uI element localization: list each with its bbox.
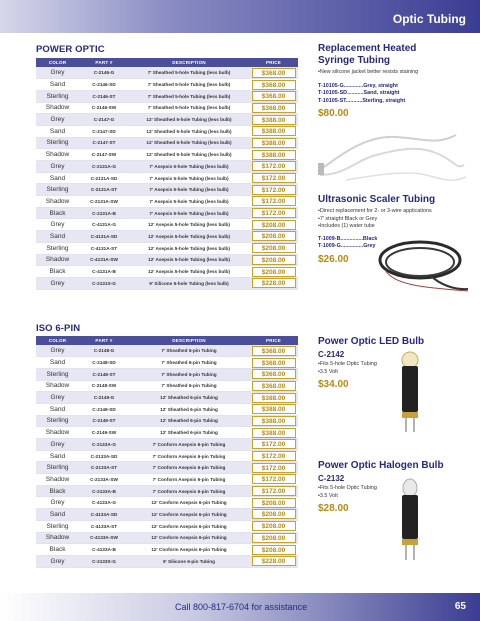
part-number-cell: C-2131A-B xyxy=(79,207,129,219)
table-row xyxy=(36,439,298,451)
part-code: T-1009-G...............Grey xyxy=(318,243,376,250)
scaler-tubing-price: $26.00 xyxy=(318,253,349,265)
part-code: T-1009-B...............Black xyxy=(318,235,378,242)
description-cell: 7' Conform Asepsis 6-pin Tubing xyxy=(129,485,249,497)
table-row xyxy=(36,497,298,509)
part-number-cell: C-4131A-ST xyxy=(79,242,129,254)
description-cell: 12' Sheathed 6-pin Tubing xyxy=(129,427,249,439)
description-cell: 7' Asepsis 5-hole Tubing (less bulb) xyxy=(129,161,249,173)
iso-6-pin-table xyxy=(36,336,298,568)
table-row xyxy=(36,427,298,439)
price-cell xyxy=(249,219,298,231)
description-cell: 12' Conform Asepsis 6-pin Tubing xyxy=(129,532,249,544)
color-cell: Grey xyxy=(36,277,79,289)
table-row xyxy=(36,415,298,427)
part-number-cell: C-2131A-SD xyxy=(79,172,129,184)
description-cell: 12' Conform Asepsis 6-pin Tubing xyxy=(129,497,249,509)
price-value: $172.00 xyxy=(252,208,296,218)
table-row xyxy=(36,345,298,357)
part-number-cell: C-2149-SD xyxy=(79,403,129,415)
description-cell: 7' Sheathed 6-pin Tubing xyxy=(129,345,249,357)
price-value: $172.00 xyxy=(252,474,296,484)
description-cell: 7' Sheathed 5-hole Tubing (less bulb) xyxy=(129,90,249,102)
footer-bar xyxy=(0,593,480,621)
table-row xyxy=(36,380,298,392)
part-number-cell: C-2148-G xyxy=(79,345,129,357)
price-cell xyxy=(249,79,298,91)
description-cell: 7' Sheathed 5-hole Tubing (less bulb) xyxy=(129,67,249,79)
price-value: $172.00 xyxy=(252,463,296,473)
color-cell: Black xyxy=(36,544,79,556)
iso-6-pin-title: ISO 6-PIN xyxy=(36,323,81,334)
table-row xyxy=(36,196,298,208)
color-cell: Shadow xyxy=(36,380,79,392)
price-value: $172.00 xyxy=(252,196,296,206)
table-row xyxy=(36,403,298,415)
price-value: $208.00 xyxy=(252,231,296,241)
part-code: T-10105-ST...........Sterling, straight xyxy=(318,97,406,104)
price-value: $208.00 xyxy=(252,545,296,555)
feature-item: • 7' straight Black or Grey xyxy=(318,216,468,224)
color-cell: Grey xyxy=(36,67,79,79)
description-cell: 12' Sheathed 6-pin Tubing xyxy=(129,403,249,415)
heated-syringe-section xyxy=(318,43,468,119)
description-cell: 7' Sheathed 5-hole Tubing (less bulb) xyxy=(129,102,249,114)
price-cell xyxy=(249,277,298,289)
feature-item: • Direct replacement for 2- or 3-wire applications xyxy=(318,208,468,216)
color-cell: Grey xyxy=(36,392,79,404)
heated-syringe-title: Replacement Heated Syringe Tubing xyxy=(318,43,417,66)
description-cell: 7' Asepsis 5-hole Tubing (less bulb) xyxy=(129,207,249,219)
description-cell: 12' Sheathed 5-hole Tubing (less bulb) xyxy=(129,137,249,149)
price-cell xyxy=(249,149,298,161)
description-cell: 12' Asepsis 5-hole Tubing (less bulb) xyxy=(129,231,249,243)
iso-6-pin-rows xyxy=(36,345,298,567)
price-cell xyxy=(249,254,298,266)
table-row xyxy=(36,242,298,254)
price-value: $388.00 xyxy=(252,393,296,403)
price-cell xyxy=(249,474,298,486)
price-cell xyxy=(249,345,298,357)
table-row xyxy=(36,520,298,532)
feature-item: • Fits 5-hole Optic Tubing xyxy=(318,485,468,493)
part-number-cell: C-2133A-SW xyxy=(79,474,129,486)
color-cell: Grey xyxy=(36,497,79,509)
price-cell xyxy=(249,357,298,369)
heated-syringe-price: $80.00 xyxy=(318,108,349,120)
table-row xyxy=(36,102,298,114)
part-number-cell: C-2147-SW xyxy=(79,149,129,161)
description-cell: 7' Conform Asepsis 6-pin Tubing xyxy=(129,450,249,462)
part-number-cell: C-4131A-G xyxy=(79,219,129,231)
table-row xyxy=(36,474,298,486)
price-value: $172.00 xyxy=(252,486,296,496)
price-value: $208.00 xyxy=(252,220,296,230)
description-cell: 7' Conform Asepsis 6-pin Tubing xyxy=(129,462,249,474)
price-value: $388.00 xyxy=(252,115,296,125)
part-number-cell: C-4133A-ST xyxy=(79,520,129,532)
price-cell xyxy=(249,450,298,462)
price-value: $228.00 xyxy=(252,556,296,566)
part-number-cell: C-2133A-ST xyxy=(79,462,129,474)
part-number-cell: C-2146-SD xyxy=(79,79,129,91)
table-row xyxy=(36,532,298,544)
price-value: $388.00 xyxy=(252,404,296,414)
part-number-cell: C-4131A-B xyxy=(79,266,129,278)
price-cell xyxy=(249,368,298,380)
price-value: $368.00 xyxy=(252,68,296,78)
price-cell xyxy=(249,485,298,497)
price-value: $208.00 xyxy=(252,533,296,543)
description-cell: 7' Sheathed 5-hole Tubing (less bulb) xyxy=(129,79,249,91)
table-row xyxy=(36,125,298,137)
led-bulb-price: $34.00 xyxy=(318,379,349,390)
table-row xyxy=(36,207,298,219)
price-value: $368.00 xyxy=(252,369,296,379)
color-cell: Shadow xyxy=(36,532,79,544)
heated-syringe-features xyxy=(318,69,468,77)
price-cell xyxy=(249,520,298,532)
led-bulb-features xyxy=(318,361,468,376)
price-value: $172.00 xyxy=(252,161,296,171)
part-number-cell: C-4133A-SW xyxy=(79,532,129,544)
heated-syringe-codes xyxy=(318,83,468,106)
col-description-header: DESCRIPTION xyxy=(129,336,249,345)
description-cell: 12' Sheathed 5-hole Tubing (less bulb) xyxy=(129,114,249,126)
color-cell: Sand xyxy=(36,231,79,243)
price-cell xyxy=(249,439,298,451)
page-number: 65 xyxy=(454,601,466,612)
description-cell: 12' Sheathed 5-hole Tubing (less bulb) xyxy=(129,149,249,161)
price-cell xyxy=(249,196,298,208)
table-header-row xyxy=(36,58,298,67)
description-cell: 7' Sheathed 6-pin Tubing xyxy=(129,368,249,380)
table-row xyxy=(36,79,298,91)
price-cell xyxy=(249,532,298,544)
color-cell: Sterling xyxy=(36,242,79,254)
price-value: $208.00 xyxy=(252,521,296,531)
description-cell: 9' Silicone 6-pin Tubing xyxy=(129,555,249,567)
part-number-cell: C-4133A-SD xyxy=(79,509,129,521)
color-cell: Sterling xyxy=(36,520,79,532)
col-part-header: PART # xyxy=(79,58,129,67)
description-cell: 7' Asepsis 5-hole Tubing (less bulb) xyxy=(129,184,249,196)
table-row xyxy=(36,555,298,567)
halogen-bulb-section xyxy=(318,460,468,514)
description-cell: 12' Asepsis 5-hole Tubing (less bulb) xyxy=(129,219,249,231)
color-cell: Sterling xyxy=(36,368,79,380)
price-value: $208.00 xyxy=(252,498,296,508)
price-cell xyxy=(249,231,298,243)
color-cell: Shadow xyxy=(36,427,79,439)
table-row xyxy=(36,485,298,497)
part-code: T-10105-G.............Grey, straight xyxy=(318,82,398,89)
feature-item: • Includes (1) water tube xyxy=(318,223,468,231)
color-cell: Grey xyxy=(36,161,79,173)
color-cell: Black xyxy=(36,485,79,497)
price-value: $172.00 xyxy=(252,439,296,449)
table-row xyxy=(36,509,298,521)
color-cell: Sterling xyxy=(36,462,79,474)
part-number-cell: C-2146-SW xyxy=(79,102,129,114)
description-cell: 7' Conform Asepsis 6-pin Tubing xyxy=(129,439,249,451)
heated-syringe-tubing-image xyxy=(316,125,468,185)
halogen-bulb-part: C-2132 xyxy=(318,474,345,483)
price-cell xyxy=(249,509,298,521)
power-optic-table xyxy=(36,58,298,290)
description-cell: 12' Sheathed 5-hole Tubing (less bulb) xyxy=(129,125,249,137)
price-cell xyxy=(249,415,298,427)
price-cell xyxy=(249,125,298,137)
description-cell: 12' Conform Asepsis 6-pin Tubing xyxy=(129,509,249,521)
led-bulb-section xyxy=(318,336,468,390)
price-value: $208.00 xyxy=(252,255,296,265)
feature-item: • Fits 5-hole Optic Tubing xyxy=(318,361,468,369)
table-row xyxy=(36,231,298,243)
part-number-cell: C-2133A-B xyxy=(79,485,129,497)
color-cell: Shadow xyxy=(36,474,79,486)
price-cell xyxy=(249,67,298,79)
price-value: $172.00 xyxy=(252,173,296,183)
scaler-tubing-features xyxy=(318,208,468,231)
price-cell xyxy=(249,380,298,392)
price-cell xyxy=(249,403,298,415)
price-value: $388.00 xyxy=(252,416,296,426)
assistance-phone: Call 800-817-6704 for assistance xyxy=(175,602,308,612)
price-value: $368.00 xyxy=(252,80,296,90)
part-number-cell: C-2131A-SW xyxy=(79,196,129,208)
price-value: $172.00 xyxy=(252,185,296,195)
color-cell: Black xyxy=(36,266,79,278)
table-row xyxy=(36,161,298,173)
color-cell: Sterling xyxy=(36,90,79,102)
color-cell: Sterling xyxy=(36,137,79,149)
color-cell: Shadow xyxy=(36,196,79,208)
table-row xyxy=(36,357,298,369)
col-color-header: COLOR xyxy=(36,58,79,67)
description-cell: 7' Asepsis 5-hole Tubing (less bulb) xyxy=(129,172,249,184)
description-cell: 12' Conform Asepsis 6-pin Tubing xyxy=(129,544,249,556)
price-value: $368.00 xyxy=(252,91,296,101)
part-number-cell: C-2147-G xyxy=(79,114,129,126)
part-number-cell: C-4133A-G xyxy=(79,497,129,509)
part-number-cell: C-2148-ST xyxy=(79,368,129,380)
price-value: $228.00 xyxy=(252,278,296,288)
price-value: $208.00 xyxy=(252,243,296,253)
description-cell: 9' Silicone 5-hole Tubing (less bulb) xyxy=(129,277,249,289)
price-cell xyxy=(249,266,298,278)
price-value: $368.00 xyxy=(252,346,296,356)
part-number-cell: C-2149-ST xyxy=(79,415,129,427)
description-cell: 12' Conform Asepsis 6-pin Tubing xyxy=(129,520,249,532)
part-number-cell: C-2149-G xyxy=(79,392,129,404)
price-cell xyxy=(249,102,298,114)
price-value: $388.00 xyxy=(252,138,296,148)
table-header-row xyxy=(36,336,298,345)
color-cell: Sterling xyxy=(36,415,79,427)
page-section-title: Optic Tubing xyxy=(392,12,466,26)
description-cell: 12' Sheathed 6-pin Tubing xyxy=(129,415,249,427)
table-row xyxy=(36,67,298,79)
table-row xyxy=(36,114,298,126)
power-optic-title: POWER OPTIC xyxy=(36,44,105,55)
feature-item: • 3.5 Volt xyxy=(318,493,468,501)
header-bar xyxy=(0,0,480,33)
color-cell: Shadow xyxy=(36,254,79,266)
price-cell xyxy=(249,207,298,219)
part-number-cell: C-2146-ST xyxy=(79,90,129,102)
color-cell: Black xyxy=(36,207,79,219)
color-cell: Grey xyxy=(36,439,79,451)
col-description-header: DESCRIPTION xyxy=(129,58,249,67)
table-row xyxy=(36,90,298,102)
description-cell: 12' Sheathed 6-pin Tubing xyxy=(129,392,249,404)
color-cell: Sand xyxy=(36,509,79,521)
halogen-bulb-title: Power Optic Halogen Bulb xyxy=(318,460,444,471)
halogen-bulb-image xyxy=(395,478,425,563)
part-number-cell: C-4131A-SW xyxy=(79,254,129,266)
table-row xyxy=(36,137,298,149)
description-cell: 7' Conform Asepsis 6-pin Tubing xyxy=(129,474,249,486)
price-cell xyxy=(249,242,298,254)
led-bulb-title: Power Optic LED Bulb xyxy=(318,336,425,347)
color-cell: Sand xyxy=(36,450,79,462)
description-cell: 7' Sheathed 6-pin Tubing xyxy=(129,380,249,392)
color-cell: Sand xyxy=(36,403,79,415)
color-cell: Shadow xyxy=(36,149,79,161)
color-cell: Sand xyxy=(36,125,79,137)
price-value: $172.00 xyxy=(252,451,296,461)
table-row xyxy=(36,184,298,196)
price-cell xyxy=(249,137,298,149)
col-part-header: PART # xyxy=(79,336,129,345)
part-number-cell: C-2147-ST xyxy=(79,137,129,149)
part-number-cell: C-2133S-G xyxy=(79,555,129,567)
scaler-tubing-image xyxy=(370,235,470,295)
price-value: $368.00 xyxy=(252,358,296,368)
table-row xyxy=(36,219,298,231)
price-cell xyxy=(249,184,298,196)
part-number-cell: C-2133A-SD xyxy=(79,450,129,462)
feature-item: • New silicone jacket better resists staining xyxy=(318,69,468,77)
price-cell xyxy=(249,114,298,126)
part-number-cell: C-2148-SD xyxy=(79,357,129,369)
price-cell xyxy=(249,555,298,567)
feature-item: • 3.5 Volt xyxy=(318,369,468,377)
led-bulb-part: C-2142 xyxy=(318,350,345,359)
part-number-cell: C-4131A-SD xyxy=(79,231,129,243)
color-cell: Sand xyxy=(36,79,79,91)
part-number-cell: C-2148-SW xyxy=(79,380,129,392)
table-row xyxy=(36,450,298,462)
halogen-bulb-price: $28.00 xyxy=(318,503,349,514)
color-cell: Grey xyxy=(36,114,79,126)
table-row xyxy=(36,392,298,404)
description-cell: 12' Asepsis 5-hole Tubing (less bulb) xyxy=(129,242,249,254)
power-optic-rows xyxy=(36,67,298,289)
part-number-cell: C-2146-G xyxy=(79,67,129,79)
part-number-cell: C-2131A-G xyxy=(79,161,129,173)
price-value: $368.00 xyxy=(252,103,296,113)
table-row xyxy=(36,462,298,474)
col-price-header: PRICE xyxy=(249,58,298,67)
table-row xyxy=(36,254,298,266)
scaler-tubing-title: Ultrasonic Scaler Tubing xyxy=(318,194,436,205)
part-code: T-10105-SD...........Sand, straight xyxy=(318,90,400,97)
col-color-header: COLOR xyxy=(36,336,79,345)
color-cell: Grey xyxy=(36,219,79,231)
price-cell xyxy=(249,544,298,556)
price-cell xyxy=(249,161,298,173)
price-value: $208.00 xyxy=(252,509,296,519)
col-price-header: PRICE xyxy=(249,336,298,345)
description-cell: 12' Asepsis 5-hole Tubing (less bulb) xyxy=(129,266,249,278)
color-cell: Sand xyxy=(36,357,79,369)
price-value: $368.00 xyxy=(252,381,296,391)
led-bulb-image xyxy=(395,350,425,435)
halogen-bulb-features xyxy=(318,485,468,500)
price-value: $208.00 xyxy=(252,267,296,277)
color-cell: Grey xyxy=(36,345,79,357)
price-cell xyxy=(249,172,298,184)
table-row xyxy=(36,277,298,289)
table-row xyxy=(36,368,298,380)
color-cell: Sterling xyxy=(36,184,79,196)
price-value: $388.00 xyxy=(252,428,296,438)
table-row xyxy=(36,544,298,556)
part-number-cell: C-2131S-G xyxy=(79,277,129,289)
price-cell xyxy=(249,462,298,474)
table-row xyxy=(36,172,298,184)
price-cell xyxy=(249,392,298,404)
color-cell: Shadow xyxy=(36,102,79,114)
color-cell: Grey xyxy=(36,555,79,567)
price-cell xyxy=(249,497,298,509)
table-row xyxy=(36,266,298,278)
price-cell xyxy=(249,427,298,439)
part-number-cell: C-2147-SD xyxy=(79,125,129,137)
part-number-cell: C-2149-SW xyxy=(79,427,129,439)
description-cell: 7' Asepsis 5-hole Tubing (less bulb) xyxy=(129,196,249,208)
description-cell: 7' Sheathed 6-pin Tubing xyxy=(129,357,249,369)
part-number-cell: C-4133A-B xyxy=(79,544,129,556)
price-value: $388.00 xyxy=(252,126,296,136)
description-cell: 12' Asepsis 5-hole Tubing (less bulb) xyxy=(129,254,249,266)
part-number-cell: C-2133A-G xyxy=(79,439,129,451)
color-cell: Sand xyxy=(36,172,79,184)
price-cell xyxy=(249,90,298,102)
table-row xyxy=(36,149,298,161)
price-value: $388.00 xyxy=(252,150,296,160)
part-number-cell: C-2131A-ST xyxy=(79,184,129,196)
